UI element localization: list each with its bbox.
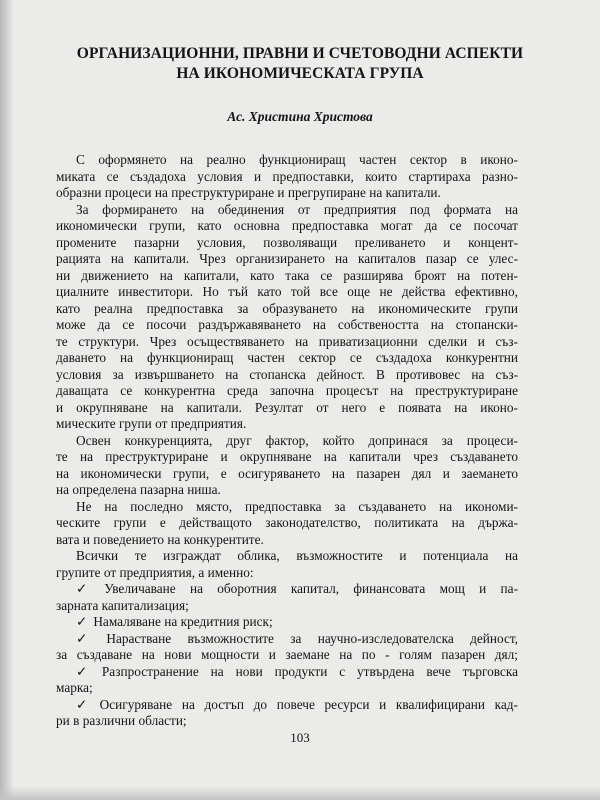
text-line: марка; — [56, 680, 93, 695]
bullet-item — [56, 631, 518, 648]
bullet-item — [56, 664, 518, 681]
bullet-text: Осигуряване на достъп до повече ресурси и квалифицирани кад- — [99, 696, 518, 712]
scan-bottom-shadow — [0, 786, 600, 800]
page-number: 103 — [290, 730, 310, 745]
text-line: групите от предприятия, а именно: — [56, 564, 254, 580]
bullet-item — [56, 697, 518, 714]
text-line: зарната капитализация; — [56, 597, 189, 613]
title-line: ОРГАНИЗАЦИОННИ, ПРАВНИ И СЧЕТОВОДНИ АСПЕКТИ — [76, 45, 524, 62]
text-line: даването на функциониращ частен сектор се създадоха конкурентни — [56, 350, 518, 365]
text-line: те структури. Чрез осъществяването на приватизационни сделки и съз- — [56, 333, 518, 349]
bullet-item — [56, 614, 518, 631]
text-line: ни движението на капитали, като така се разширява броят на потен- — [56, 267, 518, 283]
bullet-text: Намаляване на кредитния риск; — [93, 614, 273, 629]
text-line: рацията на капитали. Чрез организирането на капиталов пазар се улес- — [56, 251, 518, 266]
scan-edge-shadow — [0, 0, 14, 800]
text-line: и окрупняване на капитали. Резултат от него е появата на иконо- — [56, 399, 518, 415]
text-line: Не на последно място, предпоставка за създаването на икономи- — [76, 498, 518, 514]
text-line: условия за извършването на стопанска дейност. В противовес на съз- — [56, 366, 518, 382]
text-line: ческите групи е действащото законодателство, политиката на държа- — [56, 515, 518, 530]
check-mark-icon: ✓ — [76, 630, 88, 646]
bullet-text: Увеличаване на оборотния капитал, финансовата мощ и па- — [104, 581, 518, 596]
check-mark-icon: ✓ — [76, 663, 88, 679]
text-line: за създаване на нови мощности и заемане на по - голям пазарен дял; — [56, 647, 518, 662]
check-mark-icon: ✓ — [76, 581, 88, 596]
text-line: като реална предпоставка за образуването на икономическите групи — [56, 300, 518, 316]
bullet-text: Нарастване възможностите за научно-изследователска дейност, — [106, 630, 518, 646]
document-title — [40, 44, 560, 84]
body-text — [56, 152, 518, 730]
title-line: НА ИКОНОМИЧЕСКАТА ГРУПА — [176, 65, 424, 82]
text-line: вата и поведението на конкурентите. — [56, 531, 264, 547]
bullet-text: Разпространение на нови продукти с утвърдена вече търговска — [101, 663, 518, 679]
text-line: даващата се конкурентна среда започна процесът на преструктуриране — [56, 383, 518, 398]
text-line: С оформянето на реално функциониращ частен сектор в иконо- — [76, 152, 518, 167]
text-line: може да се посочи раздържавяването на собствеността на стопански- — [56, 317, 518, 332]
text-line: миката се създадоха условия и предпоставки, които стартираха разно- — [56, 168, 518, 184]
text-line: мическите групи от предприятия. — [56, 416, 247, 431]
author-name: Ас. Христина Христова — [227, 109, 373, 124]
text-line: промените пазарни условия, позволяващи преливането и концент- — [56, 234, 518, 250]
text-line: циалните инвеститори. Но тъй като той все още не действа ефективно, — [56, 284, 518, 299]
text-line: те на преструктуриране и окрупняване на капитали чрез създаването — [56, 449, 518, 464]
text-line: Освен конкуренцията, друг фактор, който допринася за процеси- — [76, 432, 518, 448]
text-line: Всички те изграждат облика, възможностите и потенциала на — [76, 548, 518, 563]
check-mark-icon: ✓ — [76, 696, 88, 712]
text-line: на определена пазарна ниша. — [56, 482, 221, 497]
bullet-item — [56, 581, 518, 598]
text-line: икономически групи, като основна предпоставка могат да се посочат — [56, 218, 518, 233]
text-line: ри в различни области; — [56, 713, 187, 728]
text-line: на икономически групи, е осигуряването на пазарен дял и заемането — [56, 465, 518, 481]
text-line: За формирането на обединения от предприятия под формата на — [76, 201, 518, 217]
text-line: образни процеси на преструктуриране и прегрупиране на капитали. — [56, 185, 441, 200]
check-mark-icon: ✓ — [76, 614, 88, 629]
